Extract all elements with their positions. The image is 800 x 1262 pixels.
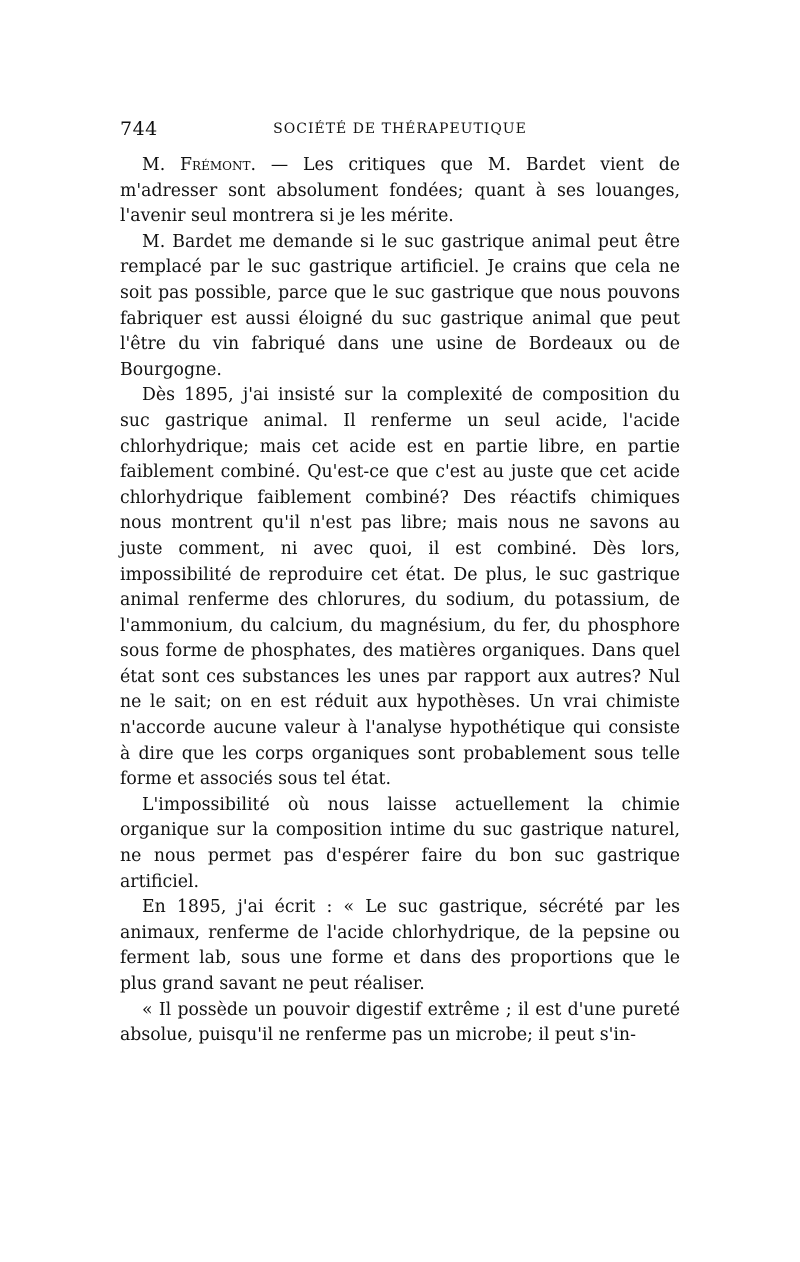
running-title: SOCIÉTÉ DE THÉRAPEUTIQUE [273,121,527,137]
paragraph-5: En 1895, j'ai écrit : « Le suc gastrique, sécrété par les animaux, renferme de l'acide chlorhydrique, de la pepsine ou ferment lab, sous une forme et dans des proportions que le plus grand savant ne peut réaliser. [120,897,680,994]
paragraph-2: M. Bardet me demande si le suc gastrique animal peut être remplacé par le suc gastrique artificiel. Je crains que cela ne soit pas possible, parce que le suc gastrique que nous pouvons fabriquer est aussi éloigné du suc gastrique animal que peut l'être du vin fabriqué dans une usine de Bordeaux ou de Bourgogne. [120,231,680,380]
page-number: 744 [120,118,158,140]
paragraph-1 [120,153,680,230]
paragraph-4: L'impossibilité où nous laisse actuellement la chimie organique sur la composition intime du suc gastrique naturel, ne nous permet pas d'espérer faire du bon suc gastrique artificiel. [120,794,680,892]
paragraph-text: — Les critiques que M. Bardet vient de m'adresser sont absolument fondées; quant à ses louanges, l'avenir seul montrera si je les mérite. [120,155,680,227]
paragraph-3: Dès 1895, j'ai insisté sur la complexité de composition du suc gastrique animal. Il renferme un seul acide, l'acide chlorhydrique; mais cet acide est en partie libre, en partie faiblement combiné. Qu'est-ce que c'est au juste que cet acide chlorhydrique faiblement combiné? Des réactifs chimiques nous montrent qu'il n'est pas libre; mais nous ne savons au juste comment, ni avec quoi, il est combiné. Dès lors, impossibilité de reproduire cet état. De plus, le suc gastrique animal renferme des chlorures, du sodium, du potassium, de l'ammonium, du calcium, du magnésium, du fer, du phosphore sous forme de phosphates, des matières organiques. Dans quel état sont ces substances les unes par rapport aux autres? Nul ne le sait; on en est réduit aux hypothèses. Un vrai chimiste n'accorde aucune valeur à l'analyse hypothétique qui consiste à dire que les corps organiques sont probablement sous telle forme et associés sous tel état. [120,385,680,790]
body-text [120,153,680,1049]
speaker-name: M. Frémont. [142,155,256,175]
paragraph-6: « Il possède un pouvoir digestif extrême ; il est d'une pureté absolue, puisqu'il ne renferme pas un microbe; il peut s'in- [120,999,680,1046]
page-header [120,118,680,142]
